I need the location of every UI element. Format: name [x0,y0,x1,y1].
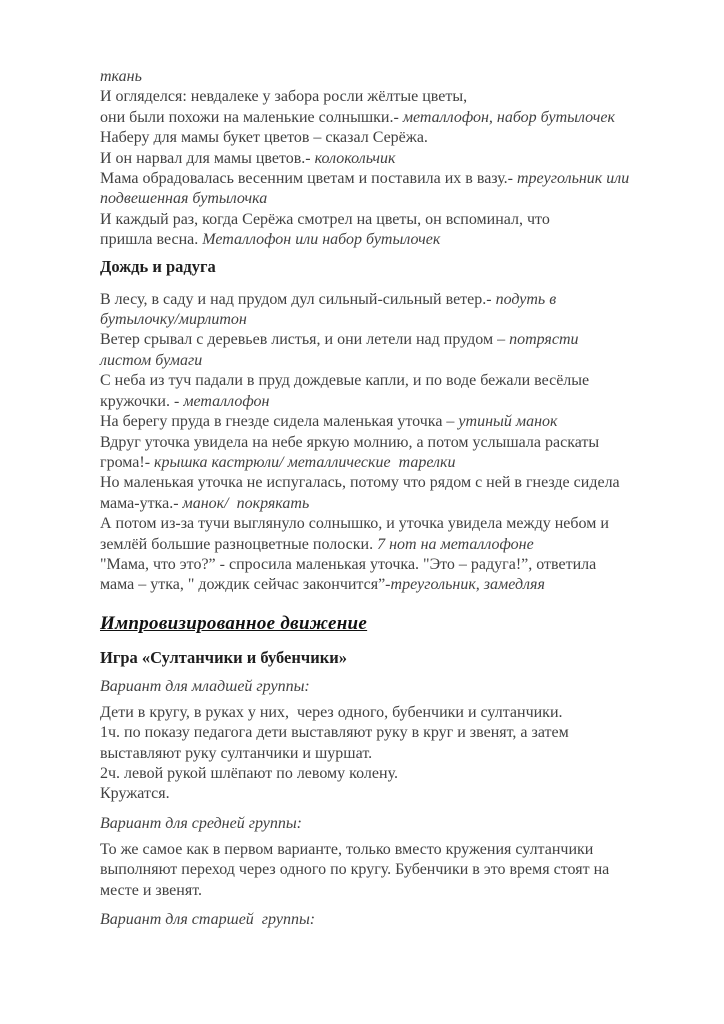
instrument-cue-run: крышка кастрюли/ металлические тарелки [154,453,456,471]
text-line [100,860,684,880]
heading-improvised-movement: Импровизированное движение [100,612,368,634]
paragraph-younger-group [100,703,684,805]
text-line [100,128,684,148]
text-line [100,881,684,901]
text-line [100,392,684,412]
instrument-cue-run: треугольник, замедляя [390,576,545,594]
instrument-cue-run: манок/ покрякать [182,494,310,512]
text-line [100,351,684,371]
subheading-older-group: Вариант для старшей группы: [100,911,316,928]
instrument-cue-run: 7 нот на металлофоне [377,535,534,553]
instrument-cue-run: ткань [100,68,142,85]
paragraph-spring-story [100,67,684,251]
text-run: Мама обрадовалась весенним цветам и поставила их в вазу.- [100,170,517,188]
instrument-cue-run: треугольник или [517,170,630,188]
text-line [100,210,684,230]
text-run: И огляделся: невдалеке у забора росли жёлтые цветы, [100,88,468,106]
text-run: 1ч. по показу педагога дети выставляют руку в круг и звенят, а затем [100,724,569,742]
text-line [100,330,684,350]
text-run: Ветер срывал с деревьев листья, и они летели над прудом – [100,331,510,349]
text-run: выставляют руку султанчики и шуршат. [100,744,373,762]
text-run: выполняют переход через одного по кругу. Бубенчики в это время стоят на [100,861,610,879]
instrument-cue-run: металлофон, набор бутылочек [402,108,615,126]
text-run: Но маленькая уточка не испугалась, потому что рядом с ней в гнезде сидела [100,474,620,492]
instrument-cue-run: утиный манок [458,413,558,431]
text-line [100,784,684,804]
text-run: грома!- [100,453,155,471]
text-line [100,764,684,784]
heading-rain-and-rainbow: Дождь и радуга [100,256,216,276]
text-line [100,723,684,743]
text-line [100,87,684,107]
text-run: мама-утка.- [100,494,183,512]
heading-game-sultanchiki: Игра «Султанчики и бубенчики» [100,647,347,667]
text-run: В лесу, в саду и над прудом дул сильный-сильный ветер.- [100,290,496,308]
text-line [100,744,684,764]
text-line [100,230,684,250]
text-run: мама – утка, " дождик сейчас закончится”- [100,576,391,594]
subheading-middle-group: Вариант для средней группы: [100,814,303,832]
text-line [100,371,684,391]
paragraph-middle-group [100,840,684,901]
text-run: Дети в кругу, в руках у них, через одного, бубенчики и султанчики. [100,703,563,721]
text-line [100,453,684,473]
document-content [100,67,684,936]
text-line [100,494,684,514]
text-line [100,514,684,534]
text-line [100,575,684,595]
text-run: кружочки. - [100,392,184,410]
text-run: месте и звенят. [100,881,202,899]
text-line [100,703,684,723]
text-run: С неба из туч падали в пруд дождевые капли, и по воде бежали весёлые [100,372,590,390]
text-run: И каждый раз, когда Серёжа смотрел на цветы, он вспоминал, что [100,210,550,228]
text-run: Кружатся. [100,785,170,803]
text-run: И он нарвал для мамы цветов.- [100,149,315,167]
instrument-cue-run: подуть в [495,290,557,308]
text-line [100,169,684,189]
instrument-cue-run: Металлофон или набор бутылочек [202,231,441,249]
text-run: А потом из-за тучи выглянуло солнышко, и уточка увидела между небом и [100,515,609,533]
instrument-cue-run: колокольчик [314,149,396,167]
text-line [100,149,684,169]
text-run: 2ч. левой рукой шлёпают по левому колену. [100,764,398,782]
instrument-cue-run: металлофон [183,392,270,410]
text-line [100,535,684,555]
text-line [100,310,684,330]
text-run: пришла весна. [100,231,203,249]
text-line [100,840,684,860]
text-line [100,67,684,87]
text-run: То же самое как в первом варианте, только вместо кружения султанчики [100,840,594,858]
instrument-cue-run: подвешенная бутылочка [100,190,268,208]
text-line [100,473,684,493]
text-line [100,433,684,453]
text-line [100,412,684,432]
instrument-cue-run: потрясти [509,331,579,349]
subheading-younger-group: Вариант для младшей группы: [100,677,310,695]
text-run: землёй большие разноцветные полоски. [100,535,378,553]
text-line [100,555,684,575]
text-run: Вдруг уточка увидела на небе яркую молнию, а потом услышала раскаты [100,433,600,451]
text-line [100,189,684,209]
instrument-cue-run: бутылочку/мирлитон [100,311,247,329]
instrument-cue-run: листом бумаги [100,351,203,369]
text-run: Наберу для мамы букет цветов – сказал Серёжа. [100,129,428,147]
text-line [100,290,684,310]
text-run: они были похожи на маленькие солнышки.- [100,108,403,126]
paragraph-rain-story [100,290,684,596]
text-run: На берегу пруда в гнезде сидела маленькая уточка – [100,413,459,431]
text-run: "Мама, что это?” - спросила маленькая уточка. "Это – радуга!”, ответила [100,555,597,573]
text-line [100,108,684,128]
